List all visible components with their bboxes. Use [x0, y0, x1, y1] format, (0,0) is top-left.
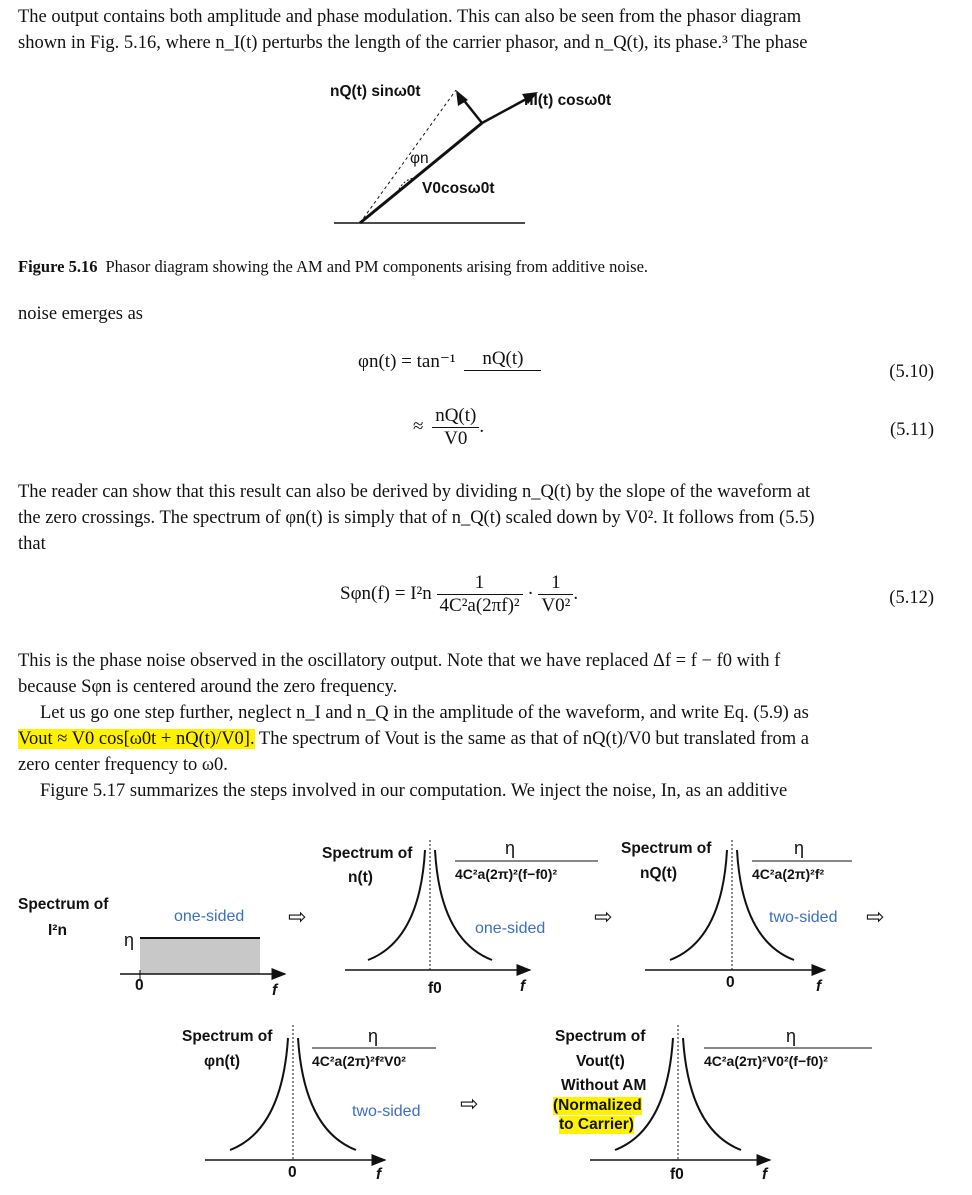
- label-phi-n: φn: [410, 150, 429, 167]
- arrow-1: ⇨: [288, 904, 307, 929]
- eq512-frac1-den: 4C²a(2πf)²: [439, 595, 520, 616]
- p2-f: f: [520, 978, 526, 995]
- arrow-2: ⇨: [594, 904, 613, 929]
- paragraph-phase-noise: noise emerges as: [18, 304, 144, 324]
- eq511-denominator: V0: [444, 428, 468, 449]
- paragraph-step-line2: [18, 726, 934, 752]
- p5-f0: f0: [670, 1166, 684, 1183]
- eq512-frac2-den: V0²: [541, 595, 571, 616]
- caption-text: Phasor diagram showing the AM and PM components arising from additive noise.: [105, 257, 649, 276]
- eq510-number: (5.10): [889, 362, 934, 382]
- step-line2-rest: The spectrum of Vout is the same as that of nQ(t)/V0 but translated from a: [254, 729, 809, 749]
- p2-f0: f0: [428, 980, 442, 997]
- p2-den: 4C²a(2π)²(f−f0)²: [455, 866, 558, 882]
- p1-note: one-sided: [174, 908, 245, 925]
- p2-title: Spectrum of: [322, 845, 413, 862]
- paragraph-derivation-line3: that: [18, 534, 46, 554]
- p2-sub: n(t): [348, 869, 373, 886]
- p3-zero: 0: [726, 974, 735, 991]
- paragraph-intro-line1: The output contains both amplitude and phase modulation. This can also be seen from the phasor diagram: [18, 7, 802, 27]
- paragraph-observed-line1: This is the phase noise observed in the oscillatory output. Note that we have replaced Δf = f − f0 with f: [18, 651, 781, 671]
- p5-title: Spectrum of: [555, 1028, 646, 1045]
- paragraph-intro-line2: shown in Fig. 5.16, where n_I(t) perturbs the length of the carrier phasor, and n_Q(t), its phase.³ The phase: [18, 33, 808, 53]
- p3-den: 4C²a(2π)²f²: [752, 866, 825, 882]
- p1-title: Spectrum of: [18, 896, 109, 913]
- eq512-frac1-num: 1: [437, 572, 523, 595]
- noise-phasor-ni: [482, 97, 530, 123]
- paragraph-derivation-line2: the zero crossings. The spectrum of φn(t) is simply that of n_Q(t) scaled down by V0². It follows from (5.5): [18, 508, 815, 528]
- p1-eta: η: [124, 930, 135, 950]
- caption-label: Figure 5.16: [18, 257, 98, 276]
- p5-f: f: [762, 1166, 768, 1183]
- paragraph-step-line1: Let us go one step further, neglect n_I and n_Q in the amplitude of the waveform, and write Eq. (5.9) as: [40, 703, 809, 723]
- paragraph-derivation-line1: The reader can show that this result can also be derived by dividing n_Q(t) by the slope of the waveform at: [18, 482, 811, 502]
- p4-sub: φn(t): [204, 1053, 241, 1070]
- arrow-3: ⇨: [866, 904, 885, 929]
- label-ni-cos: nI(t) cosω0t: [524, 92, 612, 109]
- p5-highlight-1: (Normalized: [553, 1097, 642, 1114]
- p3-title: Spectrum of: [621, 840, 712, 857]
- equation-5-12: Sφn(f) = I²n $\frac{1}{\text{4C²a(2πf)²}}$ · $\frac{1}{\text{V0²}}$ .: [340, 572, 579, 616]
- eq512-number: (5.12): [889, 588, 934, 608]
- p3-f: f: [816, 978, 822, 995]
- p1-noise-rect: [140, 938, 260, 974]
- p4-f: f: [376, 1166, 382, 1183]
- p2-num: η: [505, 838, 516, 858]
- eq512-frac2-num: 1: [538, 572, 573, 595]
- eq511-number: (5.11): [889, 420, 934, 440]
- label-v0-cos: V0cosω0t: [422, 180, 495, 197]
- eq512-dot: ·: [527, 582, 534, 604]
- eq510-numerator: nQ(t): [464, 348, 541, 371]
- p3-sub: nQ(t): [640, 865, 678, 882]
- paragraph-summary: Figure 5.17 summarizes the steps involved in our computation. We inject the noise, In, as an additive: [40, 781, 788, 801]
- eq510-lhs: φn(t) = tan⁻¹: [358, 350, 456, 372]
- highlighted-equation: Vout ≈ V0 cos[ω0t + nQ(t)/V0].: [18, 729, 255, 749]
- p4-num: η: [368, 1026, 379, 1046]
- p2-note: one-sided: [475, 920, 546, 937]
- p5-highlight-2: to Carrier): [559, 1116, 634, 1133]
- p5-sub: Vout(t): [576, 1053, 625, 1070]
- equation-5-10: [358, 348, 541, 377]
- paragraph-observed-line2: because Sφn is centered around the zero frequency.: [18, 677, 398, 697]
- p5-num: η: [786, 1026, 797, 1046]
- equation-5-11: ≈ $\frac{nQ(t)}{V0}$ .: [413, 405, 485, 449]
- p1-sub: I²n: [48, 922, 67, 939]
- p3-note: two-sided: [769, 909, 838, 926]
- p5-sub2: Without AM: [561, 1077, 647, 1094]
- eq512-lhs: Sφn(f) = I²n: [340, 582, 432, 604]
- p1-f: f: [272, 982, 278, 999]
- p4-den: 4C²a(2π)²f²V0²: [312, 1053, 406, 1069]
- arrow-4: ⇨: [460, 1091, 479, 1116]
- p1-zero: 0: [135, 977, 144, 994]
- eq511-numerator: nQ(t): [432, 405, 479, 428]
- figure-516-caption: [18, 257, 648, 277]
- p3-num: η: [794, 838, 805, 858]
- label-nq-sin: nQ(t) sinω0t: [330, 83, 421, 100]
- p4-title: Spectrum of: [182, 1028, 273, 1045]
- eq511-approx: ≈: [413, 415, 424, 437]
- p4-zero: 0: [288, 1164, 297, 1181]
- p4-note: two-sided: [352, 1103, 421, 1120]
- p5-den: 4C²a(2π)²V0²(f−f0)²: [704, 1053, 828, 1069]
- paragraph-step-line3: zero center frequency to ω0.: [18, 755, 228, 775]
